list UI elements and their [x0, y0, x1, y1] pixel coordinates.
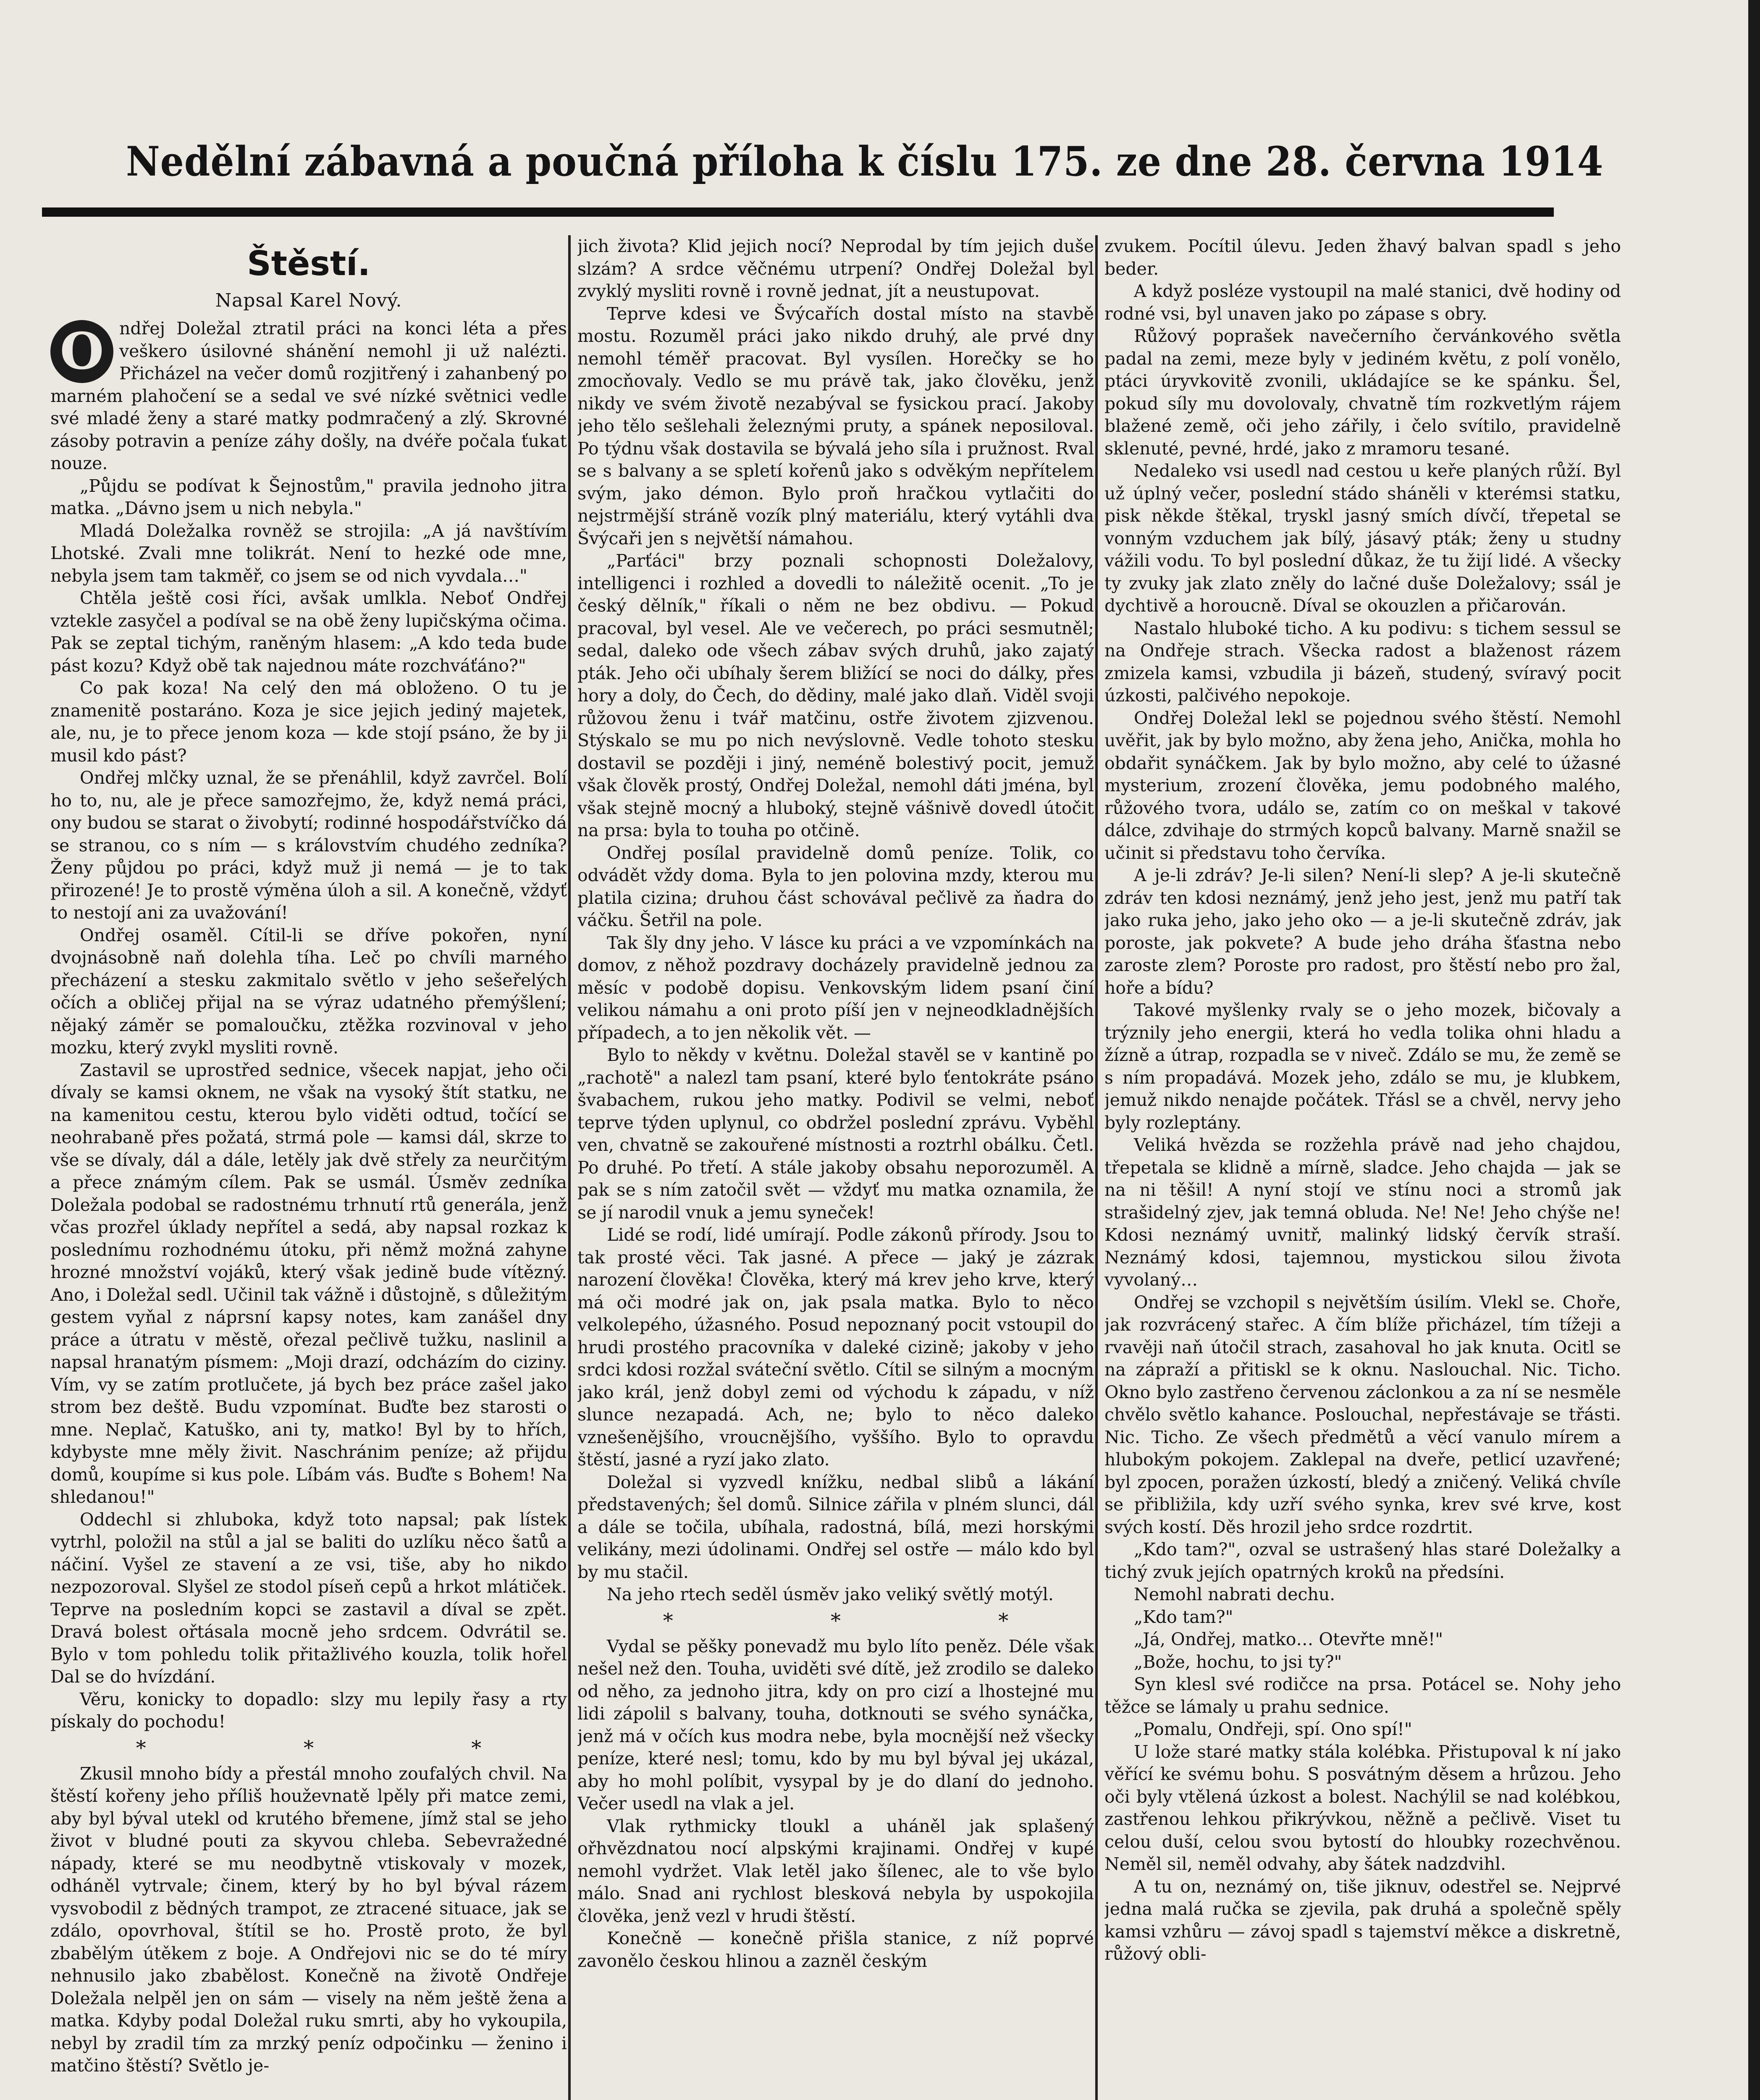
scan-edge: [1748, 0, 1760, 2100]
paragraph: A je-li zdráv? Je-li silen? Není-li slep? A je-li skutečně zdráv ten kdosi neznámý, jenž jeho jest, jenž mu patří tak jako ruka jeho, jako jeho oko — a je-li skutečně zdráv, jak poroste, jak pokvete? A bude jeho dráha šťastna nebo zaroste zlem? Poroste pro radost, pro štěstí nebo pro žal, hoře a bídu?: [1104, 865, 1621, 998]
paragraph: Zkusil mnoho bídy a přestál mnoho zoufalých chvil. Na štěstí kořeny jeho příliš houževnatě lpěly při matce zemi, aby byl býval utekl od krutého břemene, jímž stal se jeho život v bludné pouti za skyvou chleba. Sebevražedné nápady, které se mu neodbytně vtiskovaly v mozek, odháněl vytrvale; činem, který by ho byl býval rázem vysvobodil z bědných trampot, ze ztracené situace, jak se zdálo, opovrhoval, štítil se ho. Prostě proto, že byl zbabělým útěkem z boje. A Ondřejovi nic se do té míry nehnusilo jako zbabělost. Konečně na životě Ondřeje Doležala nelpěl jen on sám — visely na něm ještě žena a matka. Kdyby podal Doležal ruku smrti, aby ho vykoupila, nebyl by zradil tím za mrzký peníz odpočinku — ženino i matčino štěstí? Světlo je-: [50, 1763, 567, 2076]
paragraph: Nedaleko vsi usedl nad cestou u keře planých růží. Byl už úplný večer, poslední stádo sháněli v kterémsi statku, pisk někde štěkal, tryskl jasný smích dívčí, třepetal se vonným vzduchem jak bílý, jásavý pták; ženy u studny vážili vodu. To byl poslední důkaz, že tu žijí lidé. A všecky ty zvuky jak zlato zněly do lačné duše Doležalovy; ssál je dychtivě a horoucně. Díval se okouzlen a přičarován.: [1104, 461, 1621, 616]
paragraph: zvukem. Pocítil úlevu. Jeden žhavý balvan spadl s jeho beder.: [1104, 236, 1621, 279]
paragraph: Ondřej Doležal lekl se pojednou svého štěstí. Nemohl uvěřit, jak by bylo možno, aby žena jeho, Anička, mohla ho obdařit synáčkem. Jak by bylo možno, aby celé to úžasné mysterium, zrození člověka, jemu podobného malého, růžového tvora, událo se, zatím co on meškal v takové dálce, zdvihaje do strmých kopců balvany. Marně snažil se učinit si představu toho červíka.: [1104, 708, 1621, 863]
drop-cap: O: [50, 320, 113, 383]
paragraph: Veliká hvězda se rozžehla právě nad jeho chajdou, třepetala se klidně a mírně, sladce. Jeho chajda — jak se na ni těšil! A nyní stojí ve stínu noci a stromů jak strašidelný zjev, jak temná obluda. Ne! Ne! Jeho chýše ne! Kdosi neznámý uvnitř, malinký lidský červík straší. Neznámý kdosi, tajemnou, mystickou silou života vyvolaný…: [1104, 1135, 1621, 1290]
paragraph: Syn klesl své rodičce na prsa. Potácel se. Nohy jeho těžce se lámaly u prahu sednice.: [1104, 1674, 1621, 1717]
paragraph: Doležal si vyzvedl knížku, nedbal slibů a lákání představených; šel domů. Silnice zářila v plném slunci, dál a dále se točila, ubíhala, radostná, bílá, mezi horskými velikány, mezi údolinami. Ondřej sel ostře — málo kdo byl by mu stačil.: [577, 1472, 1094, 1582]
paragraph: Ondřej se vzchopil s největším úsilím. Vlekl se. Choře, jak rozvrácený stařec. A čím blíže přicházel, tím tížeji a rvavěji naň útočil strach, zasahoval ho jak knuta. Ocitl se na zápraží a přitiskl se k oknu. Naslouchal. Nic. Ticho. Okno bylo zastřeno červenou záclonkou a za ní se nesměle chvělo světlo kahance. Poslouchal, nepřestávaje se třásti. Nic. Ticho. Ze všech předmětů a věcí vanulo mírem a hlubokým pokojem. Zaklepal na dveře, petlicí uzavřené; byl zpocen, poražen úzkostí, bledý a zničený. Veliká chvíle se přibližila, kdy uzří svého synka, krev své krve, kost svých kostí. Děs hrozil jeho srdce rozdrtit.: [1104, 1292, 1621, 1537]
column-2: [577, 235, 1094, 2100]
column-divider: [1095, 235, 1098, 2100]
paragraph: „Bože, hochu, to jsi ty?": [1134, 1651, 1342, 1672]
paragraph: [50, 318, 567, 475]
paragraph-text: ndřej Doležal ztratil práci na konci léta a přes veškero úsilovné shánění nemohl ji už nalézti. Přicházel na večer domů rozjitřený i zahanbený po marném plahočení se a sedal ve své nízké světnici vedle své mladé ženy a staré matky podmračený a zlý. Skrovné zásoby potravin a peníze záhy došly, na dvéře počala ťukat nouze.: [50, 318, 567, 473]
paragraph: Ondřej osaměl. Cítil-li se dříve pokořen, nyní dvojnásobně naň dolehla tíha. Leč po chvíli marného přecházení a stesku zakmitalo světlo v jeho sešeřelých očích a obličej přijal na se výraz udatného přemýšlení; nějaký záměr se pomaloučku, ztěžka rozvinoval v jeho mozku, který zvykl mysliti rovně.: [50, 925, 567, 1058]
paragraph: „Já, Ondřej, matko… Otevřte mně!": [1134, 1629, 1443, 1649]
paragraph: Takové myšlenky rvaly se o jeho mozek, bičovaly a trýznily jeho energii, která ho vedla tolika ohni hladu a žízně a útrap, rozpadla se v niveč. Zdálo se mu, že země se s ním propadává. Mozek jeho, zdálo se mu, je klubkem, jemuž nikdo nenajde počátek. Třásl se a chvěl, nervy jeho byly rozleptány.: [1104, 1000, 1621, 1133]
paragraph: Vydal se pěšky ponevadž mu bylo líto peněz. Déle však nešel než den. Touha, uviděti své dítě, jež zrodilo se daleko od něho, za jednoho jitra, kdy on pro cizí a lhostejné mu lidi zápolil s balvany, touha, dotknouti se svého synáčka, jenž má v očích kus modra nebe, byla mocnější než všecky peníze, které nesl; tomu, kdo by mu byl býval jej ukázal, aby ho mohl políbit, vysypal by je do dlaní do jednoho. Večer usedl na vlak a jel.: [577, 1636, 1094, 1814]
paragraph: A tu on, neznámý on, tiše jiknuv, odestřel se. Nejprvé jedna malá ručka se zjevila, pak druhá a společně spěly kamsi vzhůru — závoj spadl s tajemství měkce a diskretně, růžový obli-: [1104, 1876, 1621, 1964]
masthead-rule: [42, 207, 1554, 217]
paragraph: Vlak rythmicky tloukl a uháněl jak splašený ořhvězdnatou nocí alpskými krajinami. Ondřej v kupé nemohl vydržet. Vlak letěl jako šílenec, ale to vše bylo málo. Snad ani rychlost blesková nebyla by uspokojila člověka, jenž vezl v hrudi štěstí.: [577, 1816, 1094, 1926]
column-1: [50, 235, 567, 2100]
paragraph: U lože staré matky stála kolébka. Přistupoval k ní jako věřící ke svému bohu. S posvátným děsem a hrůzou. Jeho oči byly vtělená úzkost a bolest. Nachýlil se nad kolébkou, zastřenou lehkou přikrývkou, něžně a pečlivě. Viset tu celou duší, celou svou bytostí do hloubky rozechvěnou. Neměl sil, neměl odvahy, aby šátek nadzdvihl.: [1104, 1741, 1621, 1874]
paragraph: Na jeho rtech seděl úsměv jako veliký světlý motýl.: [607, 1584, 1054, 1604]
paragraph: A když posléze vystoupil na malé stanici, dvě hodiny od rodné vsi, byl unaven jako po zápase s obry.: [1104, 281, 1621, 324]
column-divider: [568, 235, 571, 2100]
paragraph: Oddechl si zhluboka, když toto napsal; pak lístek vytrhl, položil na stůl a jal se baliti do uzlíku něco šatů a náčiní. Vyšel ze stavení a ze vsi, tiše, aby ho nikdo nezpozoroval. Slyšel ze stodol píseň cepů a hrkot mlátiček. Teprve na posledním kopci se zastavil a díval se zpět. Dravá bolest ořtásala mocně jeho srdcem. Odvrátil se. Bylo v tom pohledu tolik přitažlivého kouzla, tolik hořel Dal se do hvízdání.: [50, 1509, 567, 1687]
story-title: Štěstí.: [247, 244, 370, 283]
paragraph: „Kdo tam?", ozval se ustrašený hlas staré Doležalky a tichý zvuk jejích opatrných kroků na předsíni.: [1104, 1539, 1621, 1582]
paragraph: Mladá Doležalka rovněž se strojila: „A já navštívím Lhotské. Zvali mne tolikrát. Není to hezké ode mne, nebyla jsem tam takměř, co jsem se od nich vyvdala…": [50, 520, 567, 586]
paragraph: Ondřej posílal pravidelně domů peníze. Tolik, co odvádět vždy doma. Byla to jen polovina mzdy, kterou mu platila cizina; druhou část schovával pečlivě za ňadra do váčku. Šetřil na pole.: [577, 843, 1094, 930]
paragraph: Zastavil se uprostřed sednice, všecek napjat, jeho oči dívaly se kamsi oknem, ne však na vysoký štít statku, ne na kamenitou cestu, kterou bylo viděti odtud, točící se neohrabaně přes požatá, strmá pole — kamsi dál, skrze to vše se dívaly, dál a dále, letěly jak dvě střely za neurčitým a přece známým cílem. Pak se usmál. Úsměv zedníka Doležala podobal se radostnému trhnutí rtů generála, jenž včas prozřel úklady nepřítel a sedá, aby napsal rozkaz k poslednímu rozhodnému útoku, při němž možná zahyne hrozné množství vojáků, který však jedině bude vítězný. Ano, i Doležal sedl. Učinil tak vážně i důstojně, s důležitým gestem vyňal z náprsní kapsy notes, kam zanášel dny práce a útratu v městě, ořezal pečlivě tužku, naslinil a napsal hranatým písmem: „Moji drazí, odcházím do ciziny. Vím, vy se zatím protlučete, já bych bez práce zašel jako strom bez deště. Budu vzpomínat. Buďte bez starosti o mne. Neplač, Katuško, ani ty, matko! Byl by to hřích, kdybyste mne měly živit. Naschránim peníze; až přijdu domů, koupíme si kus pole. Líbám vás. Buďte s Bohem! Na shledanou!": [50, 1060, 567, 1507]
paragraph: Lidé se rodí, lidé umírají. Podle zákonů přírody. Jsou to tak prosté věci. Tak jasné. A přece — jaký je zázrak narození člověka! Člověka, který má krev jeho krve, který má oči modré jak on, jak psala matka. Bylo to něco velkolepého, úžasného. Posud nepoznaný pocit vstoupil do hrudi prostého pracovníka v daleké cizině; jakoby v jeho srdci kdosi rozžal sváteční světlo. Cítil se silným a mocným jako král, jenž dobyl zemi od východu k západu, v níž slunce nezapadá. Ach, ne; bylo to něco daleko vznešenějšího, vroucnějšího, vyššího. Bylo to opravdu štěstí, jasné a ryzí jako zlato.: [577, 1225, 1094, 1470]
paragraph: Co pak koza! Na celý den má obloženo. O tu je znamenitě postaráno. Koza je sice jejich jediný majetek, ale, nu, je to přece jenom koza — kde stojí psáno, že by ji musil kdo pást?: [50, 678, 567, 766]
paragraph: „Kdo tam?": [1134, 1606, 1233, 1627]
paragraph: Nemohl nabrati dechu.: [1134, 1584, 1335, 1604]
paragraph: Nastalo hluboké ticho. A ku podivu: s tichem sessul se na Ondřeje strach. Všecka radost a blaženost rázem zmizela kamsi, vzbudila ji bázeň, studený, svíravý pocit úzkosti, palčivého nepokoje.: [1104, 618, 1621, 706]
paragraph: „Pomalu, Ondřeji, spí. Ono spí!": [1134, 1719, 1412, 1739]
paragraph: Konečně — konečně přišla stanice, z níž poprvé zavonělo českou hlinou a zazněl českým: [577, 1928, 1094, 1971]
section-separator: * * *: [663, 1609, 1084, 1633]
column-3: [1104, 235, 1621, 2100]
paragraph: Chtěla ještě cosi říci, avšak umlkla. Neboť Ondřej vztekle zasyčel a podíval se na obě ženy lupičskýma očima. Pak se zeptal tichým, raněným hlasem: „A kdo teda bude pást kozu? Když obě tak najednou máte rozchváťáno?": [50, 588, 567, 676]
paragraph: „Parťáci" brzy poznali schopnosti Doležalovy, intelligenci i rozhled a dovedli to náležitě ocenit. „To je český dělník," říkali o něm ne bez obdivu. — Pokud pracoval, byl vesel. Ale ve večerech, po práci sesmutněl; sedal, daleko ode všech zábav svých druhů, jako zajatý pták. Jeho oči ubíhaly šerem bližící se noci do dálky, přes hory a doly, do Čech, do dědiny, malé jako dlaň. Viděl svoji růžovou ženu i tvář matčinu, ostře životem zjizvenou. Stýskalo se mu po nich nevýslovně. Vedle tohoto stesku dostavil se později i jiný, neméně bolestivý pocit, jemuž však člověk prostý, Ondřej Doležal, nemohl dáti jména, byl však stejně mocný a hluboký, stejně vášnivě dovedl útočit na prsa: byla to touha po otčině.: [577, 551, 1094, 840]
paragraph: „Půjdu se podívat k Šejnostům," pravila jednoho jitra matka. „Dávno jsem u nich nebyla.": [50, 475, 567, 518]
masthead-title: Nedělní zábavná a poučná příloha k číslu 175. ze dne 28. června 1914: [126, 138, 1604, 185]
story-byline: Napsal Karel Nový.: [215, 290, 402, 311]
paragraph: Růžový poprašek navečerního červánkového světla padal na zemi, meze byly v jediném květu, z polí vonělo, ptáci úryvkovitě zvonili, ukládajíce se ke spánku. Šel, pokud síly mu dovolovaly, chvatně tím rozkvetlým rájem blažené země, oči jeho zářily, i čelo svítilo, pravidelně sklenuté, pevné, hrdé, jako z mramoru tesané.: [1104, 326, 1621, 459]
paragraph: Bylo to někdy v květnu. Doležal stavěl se v kantině po „rachotě" a nalezl tam psaní, které bylo ťentokráte psáno švabachem, rukou jeho matky. Podivil se velmi, neboť teprve týden uplynul, co obdržel poslední zprávu. Vyběhl ven, chvatně se zakouřené místnosti a roztrhl obálku. Četl. Po druhé. Po třetí. A stále jakoby obsahu neporozuměl. A pak se s ním zatočil svět — vždyť mu matka oznamila, že se jí narodil vnuk a jemu syneček!: [577, 1045, 1094, 1223]
paragraph: Tak šly dny jeho. V lásce ku práci a ve vzpomínkách na domov, z něhož pozdravy docházely pravidelně jednou za měsíc v podobě dopisu. Venkovským lidem psaní činí velikou námahu a oni proto píší jen v nejneodkladnějších případech, a to jen několik vět. —: [577, 932, 1094, 1043]
paragraph: Teprve kdesi ve Švýcařích dostal místo na stavbě mostu. Rozuměl práci jako nikdo druhý, ale prvé dny nemohl téměř pracovat. Byl vysílen. Horečky se ho zmocňovaly. Vedlo se mu právě tak, jako člověku, jenž nikdy ve svém životě nezabýval se fysickou prací. Jakoby jeho tělo sešlehali železnými pruty, a spánek neposiloval. Po týdnu však dostavila se bývalá jeho síla i pružnost. Rval se s balvany a se spletí kořenů jako s odvěkým nepřítelem svým, jako démon. Bylo proň hračkou vytlačiti do nejstrmější stráně vozík plný materiálu, který vytáhli dva Švýcaři jen s největší námahou.: [577, 303, 1094, 549]
paragraph: Věru, konicky to dopadlo: slzy mu lepily řasy a rty pískaly do pochodu!: [50, 1689, 567, 1732]
paragraph: jich života? Klid jejich nocí? Neprodal by tím jejich duše slzám? A srdce věčnému utrpení? Ondřej Doležal byl zvyklý mysliti rovně i rovně jednat, jít a neustupovat.: [577, 236, 1094, 301]
paragraph: Ondřej mlčky uznal, že se přenáhlil, když zavrčel. Bolí ho to, nu, ale je přece samozřejmo, že, když nemá práci, ony budou se starat o živobytí; rodinné hospodářstvíčko dá se stranou, co s ním — s královstvím chudého zedníka? Ženy půjdou po práci, když muž ji nemá — je to tak přirozené! Je to prostě výměna úloh a sil. A konečně, vždyť to nestojí ani za uvažování!: [50, 768, 567, 923]
section-separator: * * *: [136, 1736, 557, 1760]
